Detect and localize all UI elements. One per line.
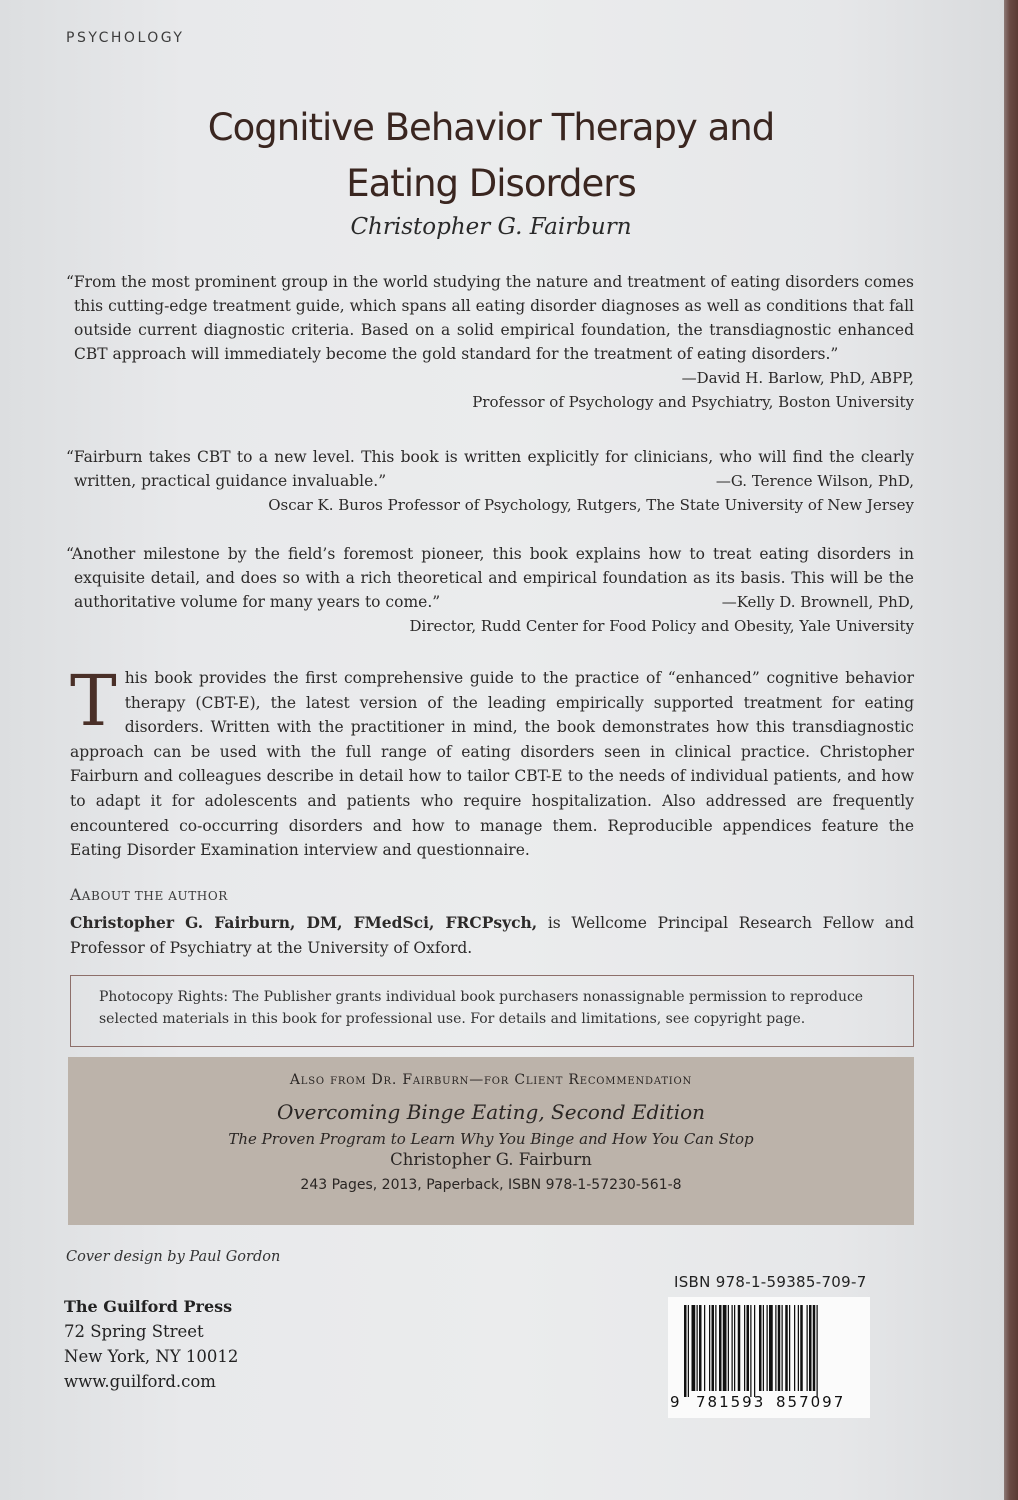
- barcode-bar: [747, 1305, 750, 1391]
- endorsement-1: [66, 270, 914, 414]
- endorsement-affiliation: Oscar K. Buros Professor of Psychology, Rutgers, The State University of New Jersey: [268, 496, 914, 514]
- also-from-author: Christopher G. Fairburn: [390, 1150, 592, 1169]
- also-from-header: Also from Dr. Fairburn—for Client Recommendation: [289, 1072, 693, 1088]
- endorsement-affiliation: Director, Rudd Center for Food Policy and Obesity, Yale University: [409, 617, 914, 635]
- also-from-subtitle: The Proven Program to Learn Why You Binge and How You Can Stop: [228, 1130, 754, 1148]
- title-line-2: Eating Disorders: [346, 162, 636, 205]
- about-author-bio: is Wellcome Principal Research Fellow and Professor of Psychiatry at the University of Oxford.: [70, 914, 914, 957]
- endorsement-name: —G. Terence Wilson, PhD,: [715, 472, 914, 490]
- barcode-bar: [769, 1305, 773, 1391]
- barcode-bar: [712, 1305, 715, 1391]
- barcode-bar: [750, 1305, 751, 1397]
- barcode-bar: [807, 1305, 808, 1391]
- barcode-group-2: 857097: [776, 1393, 846, 1411]
- photocopy-rights-box: Photocopy Rights: The Publisher grants individual book purchasers nonassignable permission to reproduce selected materials in this book for professional use. For details and limitations, see copyright page.: [70, 975, 914, 1047]
- barcode-bar: [688, 1305, 689, 1397]
- barcode-bar: [728, 1305, 729, 1391]
- endorsement-quote: [66, 542, 914, 614]
- barcode-bar: [798, 1305, 799, 1391]
- book-description: [70, 660, 914, 863]
- barcode-bar: [813, 1305, 816, 1391]
- endorsement-quote: “From the most prominent group in the world studying the nature and treatment of eating disorders comes this cutting-edge treatment guide, which spans all eating disorder diagnoses as well as conditions that fall outside current diagnostic criteria. Based on a solid empirical foundation, the transdiagnostic enhanced CBT approach will immediately become the gold standard for the treatment of eating disorders.”: [66, 273, 914, 363]
- also-from-box: [68, 1057, 914, 1225]
- barcode-bar: [734, 1305, 735, 1391]
- book-spine-edge: [1004, 0, 1018, 1500]
- drop-cap: T: [70, 660, 117, 742]
- barcode-bar: [684, 1305, 687, 1397]
- barcode-bar: [767, 1305, 768, 1391]
- endorsement-2: [66, 445, 914, 517]
- about-author-heading: AABOUT THE AUTHOR: [70, 886, 228, 904]
- barcode-bar: [782, 1305, 783, 1391]
- barcode-bar: [719, 1305, 722, 1391]
- also-from-details: 243 Pages, 2013, Paperback, ISBN 978-1-57230-561-8: [300, 1177, 682, 1193]
- barcode-bar: [800, 1305, 803, 1391]
- title-line-1: Cognitive Behavior Therapy and: [207, 106, 775, 149]
- barcode-bar: [738, 1305, 741, 1391]
- barcode-bar: [723, 1305, 727, 1391]
- barcode-bar: [754, 1305, 755, 1397]
- barcode-bar: [704, 1305, 705, 1391]
- cover-design-credit: Cover design by Paul Gordon: [66, 1249, 281, 1265]
- book-title: [0, 100, 982, 212]
- barcode-bar: [697, 1305, 698, 1391]
- barcode-group-1: 781593: [696, 1393, 766, 1411]
- endorsement-quote-text: “Another milestone by the field’s foremost pioneer, this book explains how to treat eating disorders in exquisite detail, and does so with a rich theoretical and empirical foundation as its basis. This will be the authoritative volume for many years to come.”: [66, 545, 914, 611]
- endorsement-quote: [66, 445, 914, 493]
- barcode-bar: [759, 1305, 762, 1391]
- book-author: Christopher G. Fairburn: [350, 214, 632, 240]
- barcode: [668, 1297, 870, 1418]
- barcode-bar: [763, 1305, 764, 1391]
- about-author-name: Christopher G. Fairburn, DM, FMedSci, FRCPsych,: [70, 913, 538, 932]
- barcode-bar: [715, 1305, 716, 1391]
- barcode-bar: [732, 1305, 733, 1391]
- publisher-street: 72 Spring Street: [64, 1322, 204, 1341]
- barcode-bar: [775, 1305, 776, 1391]
- barcode-lead-digit: 9: [670, 1393, 680, 1411]
- endorsement-quote-text: “Fairburn takes CBT to a new level. This book is written explicitly for clinicians, who will find the clearly written, practical guidance invaluable.”: [66, 448, 914, 490]
- about-author-text: [70, 910, 914, 961]
- endorsement-affiliation: Professor of Psychology and Psychiatry, Boston University: [472, 393, 914, 411]
- description-text: his book provides the first comprehensive guide to the practice of “enhanced” cognitive behavior therapy (CBT-E), the latest version of the leading empirically supported treatment for eating disorders. Written with the practitioner in mind, the book demonstrates how this transdiagnostic approach can be used with the full range of eating disorders seen in clinical practice. Christopher Fairburn and colleagues describe in detail how to tailor CBT-E to the needs of individual patients, and how to adapt it for adolescents and patients who require hospitalization. Also addressed are frequently encountered co-occurring disorders and how to manage them. Reproducible appendices feature the Eating Disorder Examination interview and questionnaire.: [70, 669, 914, 860]
- barcode-bar: [785, 1305, 788, 1391]
- barcode-bar: [789, 1305, 790, 1391]
- isbn-label: ISBN 978-1-59385-709-7: [674, 1273, 867, 1291]
- barcode-bars-icon: [668, 1297, 870, 1397]
- publisher-city: New York, NY 10012: [64, 1347, 239, 1366]
- barcode-bar: [692, 1305, 696, 1391]
- endorsement-name: —David H. Barlow, PhD, ABPP,: [681, 369, 914, 387]
- endorsement-3: [66, 542, 914, 638]
- publisher-name: The Guilford Press: [64, 1297, 233, 1316]
- publisher-website: www.guilford.com: [64, 1372, 216, 1391]
- barcode-bar: [817, 1305, 818, 1397]
- category-label: PSYCHOLOGY: [66, 30, 185, 46]
- barcode-bar: [794, 1305, 795, 1391]
- publisher-block: [64, 1294, 238, 1394]
- endorsement-name: —Kelly D. Brownell, PhD,: [721, 593, 914, 611]
- also-from-title: Overcoming Binge Eating, Second Edition: [276, 1100, 706, 1124]
- barcode-bar: [778, 1305, 781, 1391]
- barcode-bar: [809, 1305, 812, 1391]
- barcode-bar: [699, 1305, 702, 1391]
- about-label-text: ABOUT THE AUTHOR: [81, 889, 228, 903]
- barcode-bar: [709, 1305, 710, 1391]
- barcode-bar: [744, 1305, 745, 1391]
